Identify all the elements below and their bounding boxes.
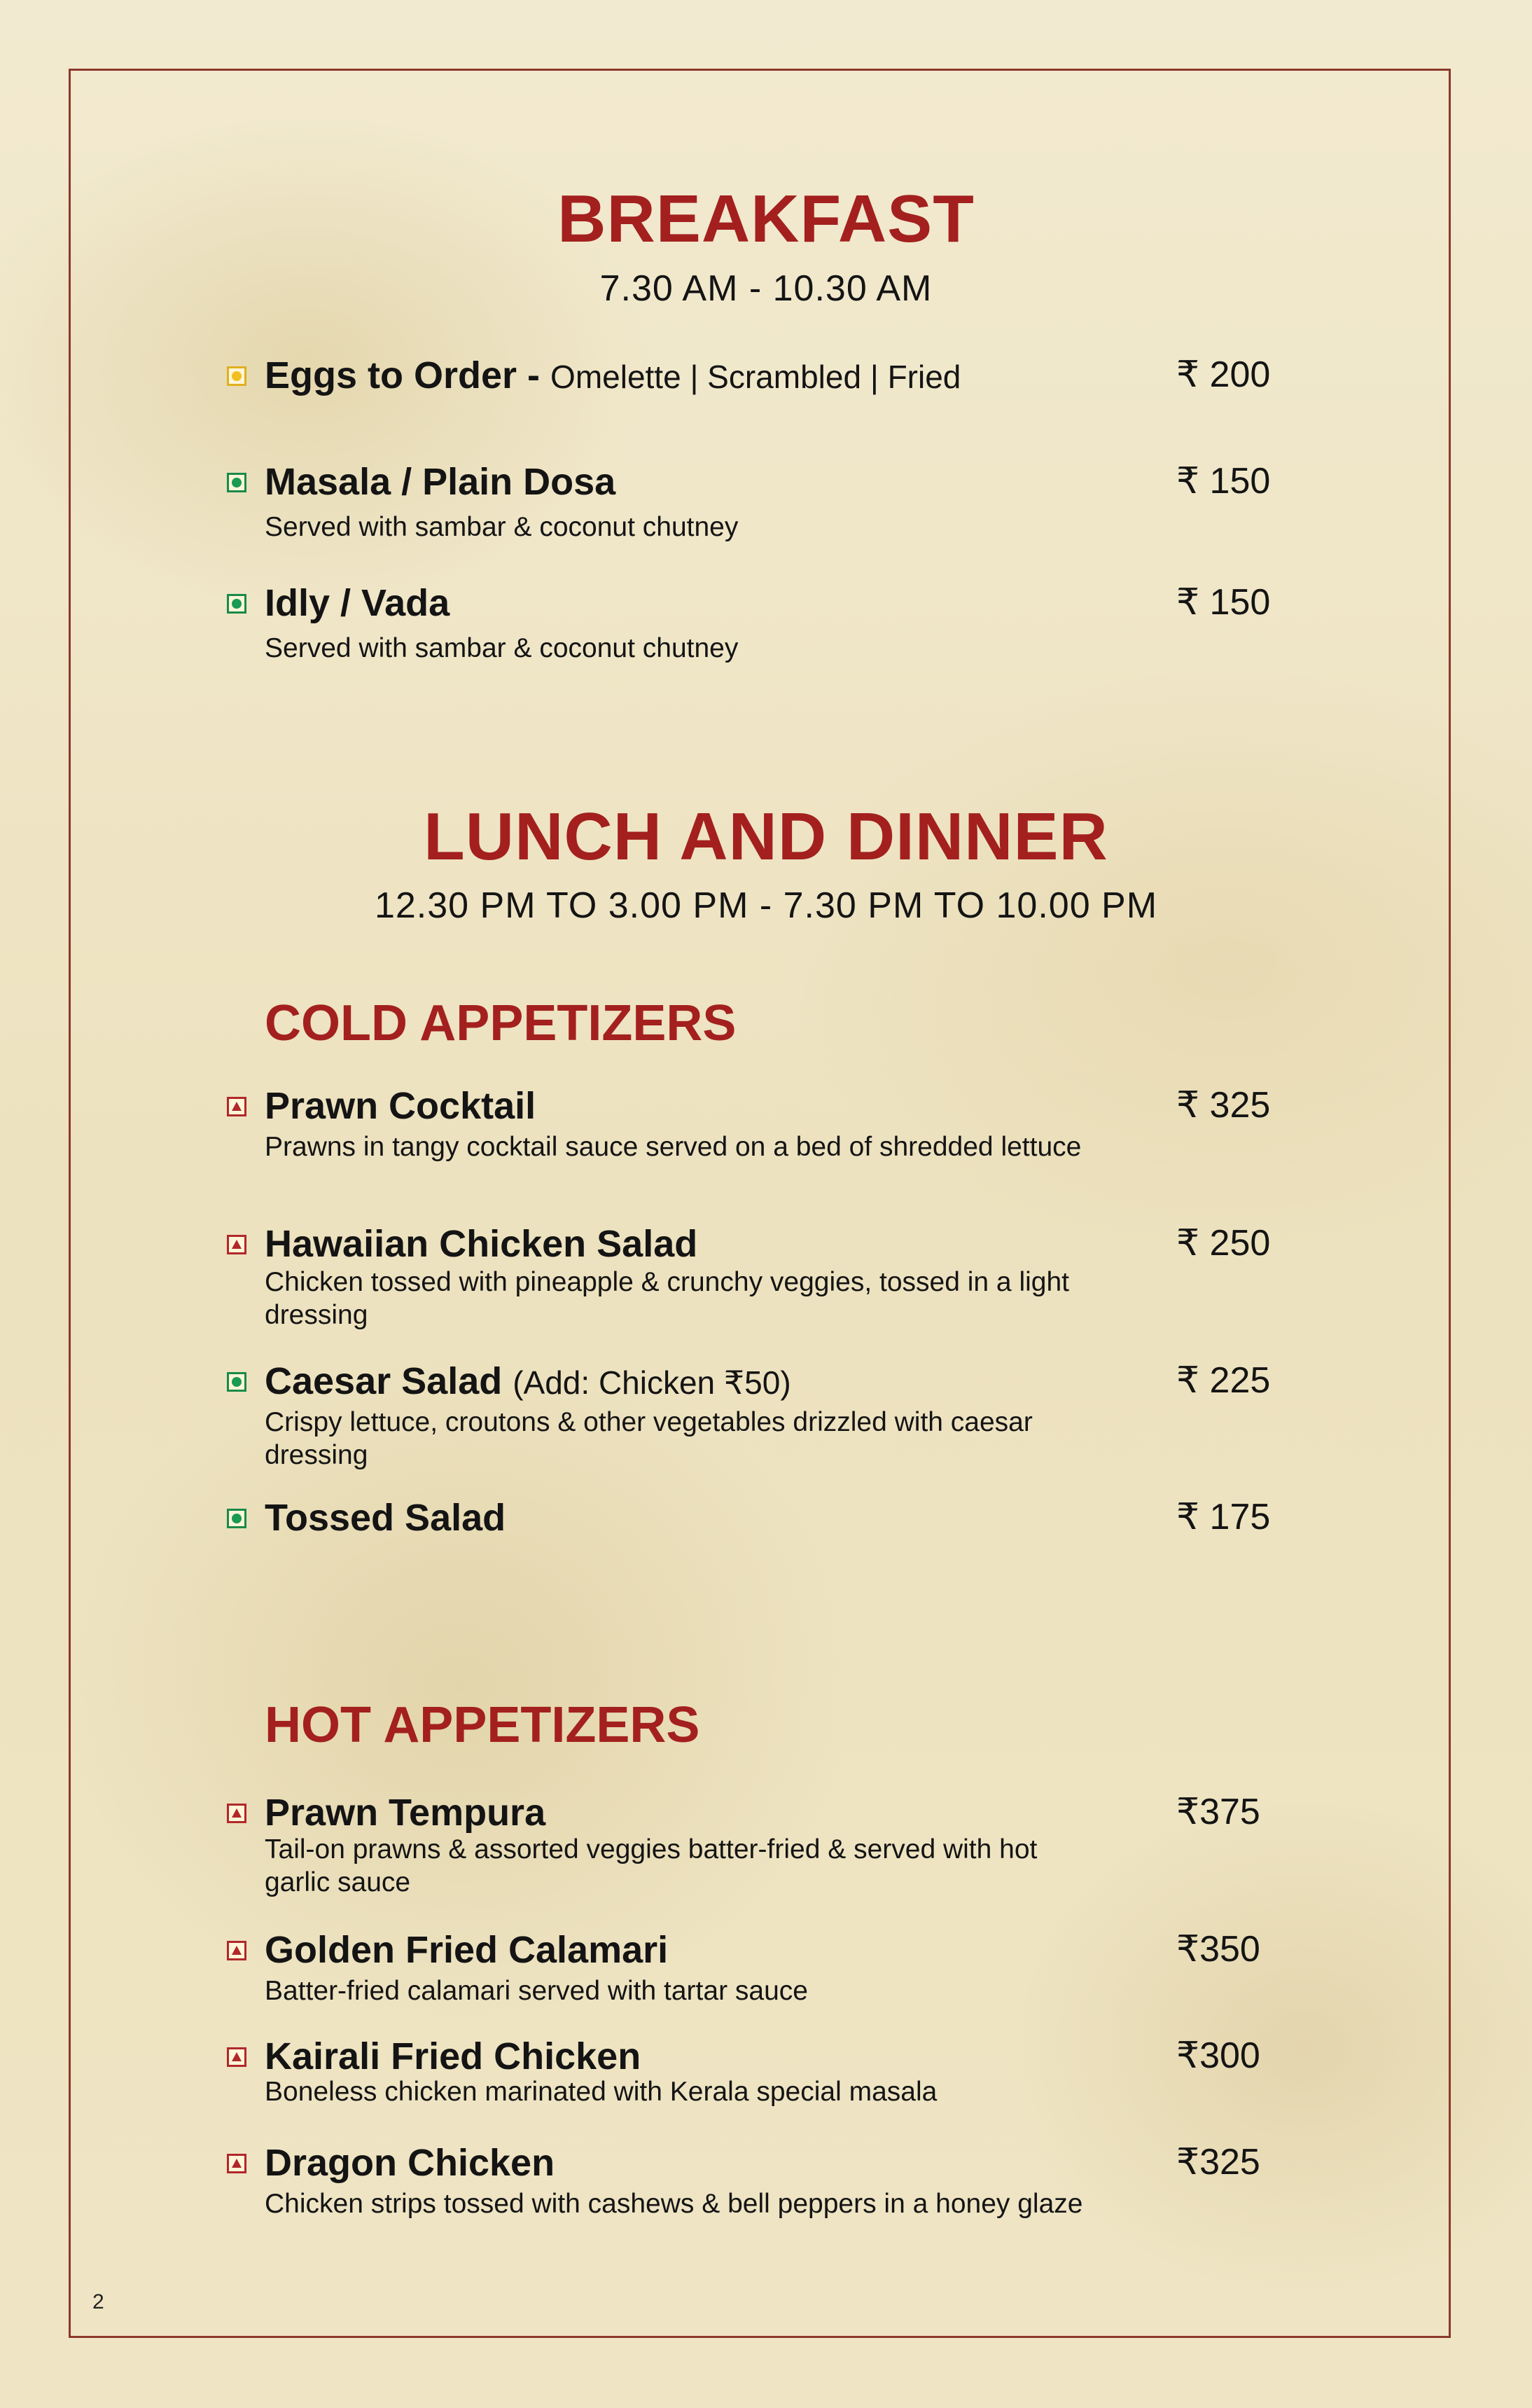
page-number: 2 — [92, 2290, 104, 2313]
item-name: Eggs to Order - — [265, 354, 551, 396]
item-name: Hawaiian Chicken Salad — [265, 1223, 698, 1265]
item-name: Kairali Fried Chicken — [265, 2035, 641, 2077]
cold-appetizers-title: COLD APPETIZERS — [265, 995, 737, 1051]
item-addon: (Add: Chicken ₹50) — [513, 1364, 791, 1401]
item-description: Chicken strips tossed with cashews & bell peppers in a honey glaze — [265, 2189, 1083, 2219]
lunch-dinner-title: LUNCH AND DINNER — [424, 799, 1108, 874]
item-price: ₹ 150 — [1176, 582, 1271, 623]
item-name: Tossed Salad — [265, 1497, 506, 1539]
veg-indicator-icon — [227, 1372, 246, 1392]
item-description: Prawns in tangy cocktail sauce served on a bed of shredded lettuce — [265, 1132, 1082, 1162]
item-price: ₹300 — [1176, 2035, 1260, 2076]
breakfast-title: BREAKFAST — [557, 181, 975, 256]
item-description: Served with sambar & coconut chutney — [265, 633, 739, 663]
item-description: Boneless chicken marinated with Kerala special masala — [265, 2077, 938, 2107]
item-options: Omelette | Scrambled | Fried — [550, 359, 961, 395]
item-price: ₹ 225 — [1176, 1360, 1271, 1401]
item-description: Crispy lettuce, croutons & other vegetables drizzled with caesar dressing — [265, 1407, 1033, 1470]
lunch-dinner-hours: 12.30 PM TO 3.00 PM - 7.30 PM TO 10.00 PM — [374, 885, 1158, 926]
item-price: ₹325 — [1176, 2142, 1260, 2182]
non-veg-indicator-icon — [227, 1235, 246, 1254]
breakfast-hours: 7.30 AM - 10.30 AM — [599, 268, 933, 309]
veg-indicator-icon — [227, 473, 246, 492]
non-veg-indicator-icon — [227, 2047, 246, 2067]
item-description: Tail-on prawns & assorted veggies batter-fried & served with hot garlic sauce — [265, 1834, 1038, 1897]
non-veg-indicator-icon — [227, 1097, 246, 1116]
veg-indicator-icon — [227, 594, 246, 614]
hot-appetizers-title: HOT APPETIZERS — [265, 1697, 700, 1753]
item-name: Dragon Chicken — [265, 2142, 555, 2184]
item-price: ₹ 250 — [1176, 1223, 1271, 1264]
non-veg-indicator-icon — [227, 1804, 246, 1823]
item-description: Chicken tossed with pineapple & crunchy veggies, tossed in a light dressing — [265, 1267, 1069, 1330]
item-name: Prawn Tempura — [265, 1792, 546, 1834]
item-name: Caesar Salad — [265, 1360, 513, 1402]
item-name: Golden Fried Calamari — [265, 1929, 669, 1971]
item-name: Idly / Vada — [265, 582, 450, 624]
veg-indicator-icon — [227, 1509, 246, 1528]
item-description: Batter-fried calamari served with tartar sauce — [265, 1976, 808, 2006]
egg-indicator-icon — [227, 366, 246, 386]
item-price: ₹ 325 — [1176, 1085, 1271, 1126]
item-price: ₹350 — [1176, 1929, 1260, 1970]
non-veg-indicator-icon — [227, 1941, 246, 1960]
item-description: Served with sambar & coconut chutney — [265, 512, 739, 542]
item-price: ₹ 150 — [1176, 461, 1271, 501]
item-name: Masala / Plain Dosa — [265, 461, 616, 503]
non-veg-indicator-icon — [227, 2154, 246, 2173]
item-price: ₹ 200 — [1176, 354, 1271, 395]
item-price: ₹ 175 — [1176, 1497, 1271, 1537]
item-price: ₹375 — [1176, 1792, 1260, 1832]
item-name: Prawn Cocktail — [265, 1085, 536, 1127]
